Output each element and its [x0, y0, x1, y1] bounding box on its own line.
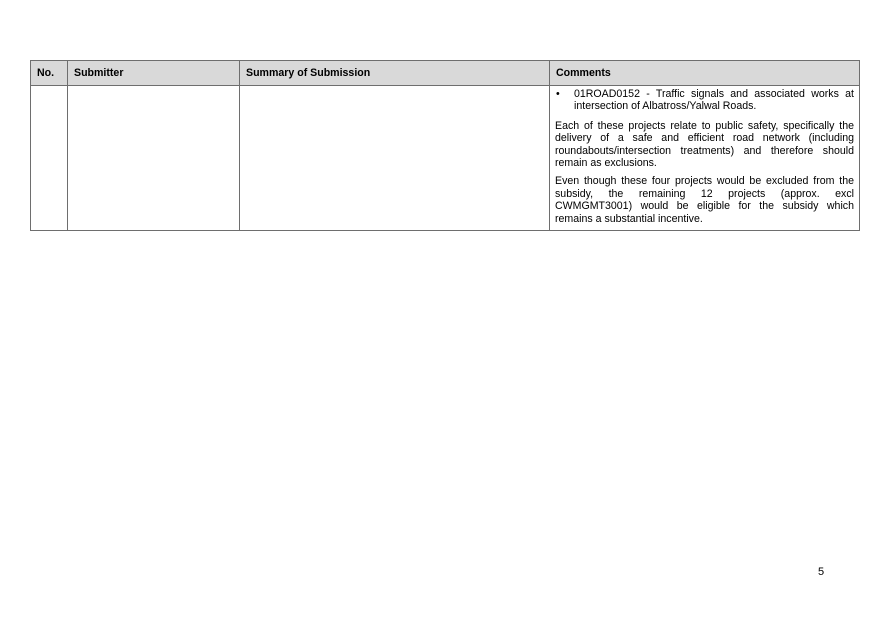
comment-bullet-list	[555, 88, 854, 113]
cell-no	[31, 86, 68, 231]
header-no: No.	[31, 61, 68, 86]
bullet-icon: •	[556, 88, 560, 100]
header-summary: Summary of Submission	[240, 61, 550, 86]
comment-bullet-item	[555, 88, 854, 113]
page-number: 5	[818, 566, 825, 578]
header-comments: Comments	[550, 61, 860, 86]
cell-summary	[240, 86, 550, 231]
header-submitter: Submitter	[68, 61, 240, 86]
comment-bullet-text: 01ROAD0152 - Traffic signals and associated works at intersection of Albatross/Yalwal Roads.	[574, 88, 854, 113]
comment-paragraph: Each of these projects relate to public safety, specifically the delivery of a safe and efficient road network (including roundabouts/intersection treatments) and therefore should remain as exclusions.	[555, 119, 854, 170]
comment-paragraph: Even though these four projects would be excluded from the subsidy, the remaining 12 projects (approx. excl CWMGMT3001) would be eligible for the subsidy which remains a substantial incentive.	[555, 175, 854, 225]
cell-comments	[550, 86, 860, 231]
submissions-table	[30, 60, 860, 231]
cell-submitter	[68, 86, 240, 231]
table-row	[31, 86, 860, 231]
table-header-row	[31, 61, 860, 86]
